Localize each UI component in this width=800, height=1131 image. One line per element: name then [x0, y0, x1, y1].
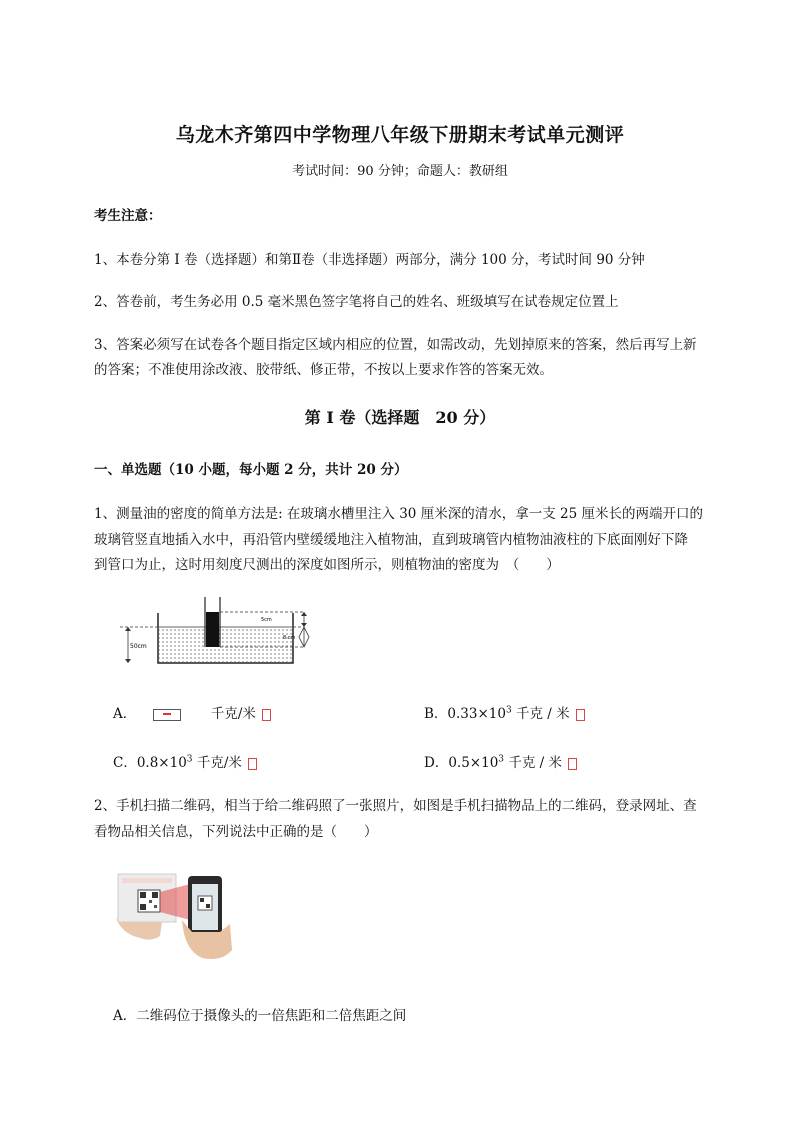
option-d-unit: 千克 / 米: [504, 755, 562, 771]
option-b-unit: 千克 / 米: [511, 706, 570, 722]
page-title: 乌龙木齐第四中学物理八年级下册期末考试单元测评: [175, 124, 625, 146]
q1-line-1: 1、测量油的密度的简单方法是: 在玻璃水槽里注入 30 厘米深的清水，拿一支 25 厘米长的两端开口的: [94, 506, 703, 522]
option-d-text: D．0.5×10: [424, 755, 499, 771]
notice-heading: 考生注意：: [94, 208, 162, 224]
q1-option-b[interactable]: [424, 702, 585, 722]
broken-image-icon: [568, 758, 577, 770]
option-c-exp: 3: [186, 754, 193, 765]
notice-item-1: 1、本卷分第 I 卷（选择题）和第Ⅱ卷（非选择题）两部分，满分 100 分，考试时间 90 分钟: [94, 252, 645, 268]
q1-tank-figure: [118, 593, 328, 665]
option-c-text: C．0.8×10: [113, 755, 187, 771]
q2-qr-scan-photo: [112, 862, 238, 966]
q1-line-2: 玻璃管竖直地插入水中，再沿管内壁缓缓地注入植物油，直到玻璃管内植物油液柱的下底面刚好下降: [94, 532, 688, 548]
option-a-formula-image: [153, 709, 181, 721]
q2-line-1: 2、手机扫描二维码，相当于给二维码照了一张照片，如图是手机扫描物品上的二维码，登录网址、查: [94, 798, 697, 814]
q2-option-a[interactable]: A．二维码位于摄像头的一倍焦距和二倍焦距之间: [113, 1008, 407, 1024]
option-d-exp: 3: [498, 754, 505, 765]
notice-item-2: 2、答卷前，考生务必用 0.5 毫米黑色签字笔将自己的姓名、班级填写在试卷规定位置上: [94, 294, 619, 310]
q1-option-c[interactable]: [113, 751, 257, 771]
q1-option-d[interactable]: [424, 751, 577, 771]
figure-label-top: 5cm: [261, 617, 272, 623]
q1-option-a[interactable]: [113, 702, 271, 722]
broken-image-icon: [262, 709, 271, 721]
broken-image-icon: [248, 758, 257, 770]
notice-item-3-line-1: 3、答案必须写在试卷各个题目指定区域内相应的位置，如需改动，先划掉原来的答案，然后再写上新: [94, 337, 697, 353]
option-c-unit: 千克/米: [192, 755, 242, 771]
broken-image-icon: [576, 709, 585, 721]
exam-info: 考试时间：90 分钟；命题人：教研组: [292, 164, 508, 179]
option-a-unit: 千克/米: [210, 706, 256, 722]
section-title: 第 I 卷（选择题 20 分）: [304, 408, 496, 427]
figure-label-left: 50cm: [130, 643, 147, 650]
option-b-text: B．0.33×10: [424, 706, 506, 722]
question-type-heading: 一、单选题（10 小题，每小题 2 分，共计 20 分）: [94, 462, 408, 478]
option-b-exp: 3: [505, 705, 512, 716]
q1-line-3: 到管口为止，这时用刻度尺测出的深度如图所示，则植物油的密度为 （ ）: [94, 557, 560, 573]
figure-label-right: 8 cm: [283, 635, 296, 641]
notice-item-3-line-2: 的答案；不准使用涂改液、胶带纸、修正带，不按以上要求作答的答案无效。: [94, 362, 553, 378]
option-a-letter: A．: [113, 706, 137, 722]
q2-line-2: 看物品相关信息，下列说法中正确的是（ ）: [94, 824, 378, 840]
